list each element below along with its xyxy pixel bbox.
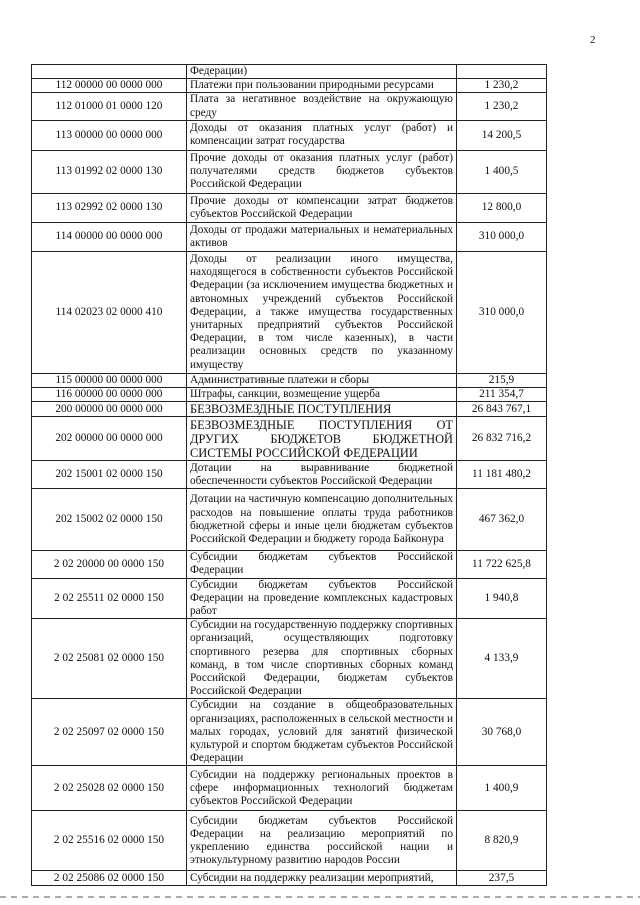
- amount-cell: 26 843 767,1: [457, 402, 547, 417]
- name-cell: Субсидии на государственную поддержку спортивных организаций, осуществляющих подготовку спортивного резерва для спортивных сборных команд, в том числе спортивных сборных команд Российской Федерации, бюджетам субъектов Российской Федерации: [187, 619, 457, 699]
- table-row: [32, 402, 547, 417]
- amount-cell: 1 400,5: [457, 150, 547, 193]
- amount-cell: 467 362,0: [457, 489, 547, 551]
- code-cell: 113 02992 02 0000 130: [32, 193, 187, 222]
- code-cell: 202 15002 02 0000 150: [32, 489, 187, 551]
- name-cell: Плата за негативное воздействие на окружающую среду: [187, 93, 457, 120]
- amount-cell: 11 181 480,2: [457, 461, 547, 489]
- code-cell: 202 00000 00 0000 000: [32, 417, 187, 461]
- code-cell: 202 15001 02 0000 150: [32, 461, 187, 489]
- code-cell: 114 00000 00 0000 000: [32, 222, 187, 251]
- amount-cell: 1 230,2: [457, 79, 547, 93]
- name-cell: Прочие доходы от компенсации затрат бюджетов субъектов Российской Федерации: [187, 193, 457, 222]
- name-cell: Доходы от оказания платных услуг (работ) и компенсации затрат государства: [187, 120, 457, 150]
- table-row: [32, 373, 547, 387]
- page-number: 2: [590, 34, 596, 46]
- table-row: [32, 871, 547, 886]
- table-row: [32, 699, 547, 766]
- amount-cell: 12 800,0: [457, 193, 547, 222]
- name-cell: БЕЗВОЗМЕЗДНЫЕ ПОСТУПЛЕНИЯ ОТ ДРУГИХ БЮДЖЕТОВ БЮДЖЕТНОЙ СИСТЕМЫ РОССИЙСКОЙ ФЕДЕРАЦИИ: [187, 417, 457, 461]
- scan-edge-artifact: [0, 896, 640, 898]
- name-cell: Федерации): [187, 65, 457, 79]
- amount-cell: 26 832 716,2: [457, 417, 547, 461]
- table-row: [32, 150, 547, 193]
- amount-cell: 310 000,0: [457, 222, 547, 251]
- amount-cell: 8 820,9: [457, 811, 547, 871]
- name-cell: Доходы от реализации иного имущества, находящегося в собственности субъектов Российской Федерации (за исключением имущества бюджетных и автономных учреждений субъектов Российской Федерации, а также имущества государственных унитарных предприятий субъектов Российской Федерации, в том числе казенных), в части реализации основных средств по указанному имуществу: [187, 251, 457, 373]
- code-cell: 114 02023 02 0000 410: [32, 251, 187, 373]
- table-row: [32, 222, 547, 251]
- table-row: [32, 461, 547, 489]
- table-row: [32, 578, 547, 619]
- amount-cell: 211 354,7: [457, 388, 547, 402]
- code-cell: 116 00000 00 0000 000: [32, 388, 187, 402]
- code-cell: 200 00000 00 0000 000: [32, 402, 187, 417]
- code-cell: [32, 65, 187, 79]
- name-cell: Административные платежи и сборы: [187, 373, 457, 387]
- table-row: [32, 93, 547, 120]
- name-cell: Платежи при пользовании природными ресурсами: [187, 79, 457, 93]
- name-cell: Дотации на выравнивание бюджетной обеспеченности субъектов Российской Федерации: [187, 461, 457, 489]
- amount-cell: 4 133,9: [457, 619, 547, 699]
- table-row: [32, 551, 547, 578]
- revenue-table-body: [32, 65, 547, 886]
- table-row: [32, 251, 547, 373]
- table-row: [32, 811, 547, 871]
- code-cell: 113 01992 02 0000 130: [32, 150, 187, 193]
- table-row: [32, 79, 547, 93]
- code-cell: 113 00000 00 0000 000: [32, 120, 187, 150]
- amount-cell: 1 400,9: [457, 766, 547, 811]
- code-cell: 112 01000 01 0000 120: [32, 93, 187, 120]
- amount-cell: 237,5: [457, 871, 547, 886]
- amount-cell: 1 940,8: [457, 578, 547, 619]
- table-row: [32, 619, 547, 699]
- amount-cell: 310 000,0: [457, 251, 547, 373]
- name-cell: Прочие доходы от оказания платных услуг (работ) получателями средств бюджетов субъектов Российской Федерации: [187, 150, 457, 193]
- name-cell: Дотации на частичную компенсацию дополнительных расходов на повышение оплаты труда работников бюджетной сферы и иные цели бюджетам субъектов Российской Федерации и бюджету города Байконура: [187, 489, 457, 551]
- table-row: [32, 388, 547, 402]
- name-cell: Субсидии бюджетам субъектов Российской Федерации на проведение комплексных кадастровых работ: [187, 578, 457, 619]
- revenue-table: [31, 64, 547, 886]
- name-cell: Субсидии на создание в общеобразовательных организациях, расположенных в сельской местности и малых городах, условий для занятий физической культурой и спортом бюджетам субъектов Российской Федерации: [187, 699, 457, 766]
- name-cell: Доходы от продажи материальных и нематериальных активов: [187, 222, 457, 251]
- code-cell: 2 02 25097 02 0000 150: [32, 699, 187, 766]
- table-row: [32, 193, 547, 222]
- code-cell: 2 02 25081 02 0000 150: [32, 619, 187, 699]
- code-cell: 2 02 20000 00 0000 150: [32, 551, 187, 578]
- amount-cell: 14 200,5: [457, 120, 547, 150]
- name-cell: БЕЗВОЗМЕЗДНЫЕ ПОСТУПЛЕНИЯ: [187, 402, 457, 417]
- code-cell: 2 02 25516 02 0000 150: [32, 811, 187, 871]
- table-row: [32, 65, 547, 79]
- amount-cell: [457, 65, 547, 79]
- code-cell: 112 00000 00 0000 000: [32, 79, 187, 93]
- table-row: [32, 766, 547, 811]
- table-row: [32, 489, 547, 551]
- name-cell: Субсидии на поддержку реализации мероприятий,: [187, 871, 457, 886]
- code-cell: 115 00000 00 0000 000: [32, 373, 187, 387]
- amount-cell: 11 722 625,8: [457, 551, 547, 578]
- code-cell: 2 02 25086 02 0000 150: [32, 871, 187, 886]
- amount-cell: 215,9: [457, 373, 547, 387]
- name-cell: Субсидии бюджетам субъектов Российской Федерации: [187, 551, 457, 578]
- name-cell: Субсидии на поддержку региональных проектов в сфере информационных технологий бюджетам субъектов Российской Федерации: [187, 766, 457, 811]
- table-row: [32, 417, 547, 461]
- amount-cell: 1 230,2: [457, 93, 547, 120]
- name-cell: Субсидии бюджетам субъектов Российской Федерации на реализацию мероприятий по укреплению единства российской нации и этнокультурному развитию народов России: [187, 811, 457, 871]
- name-cell: Штрафы, санкции, возмещение ущерба: [187, 388, 457, 402]
- table-row: [32, 120, 547, 150]
- amount-cell: 30 768,0: [457, 699, 547, 766]
- code-cell: 2 02 25028 02 0000 150: [32, 766, 187, 811]
- code-cell: 2 02 25511 02 0000 150: [32, 578, 187, 619]
